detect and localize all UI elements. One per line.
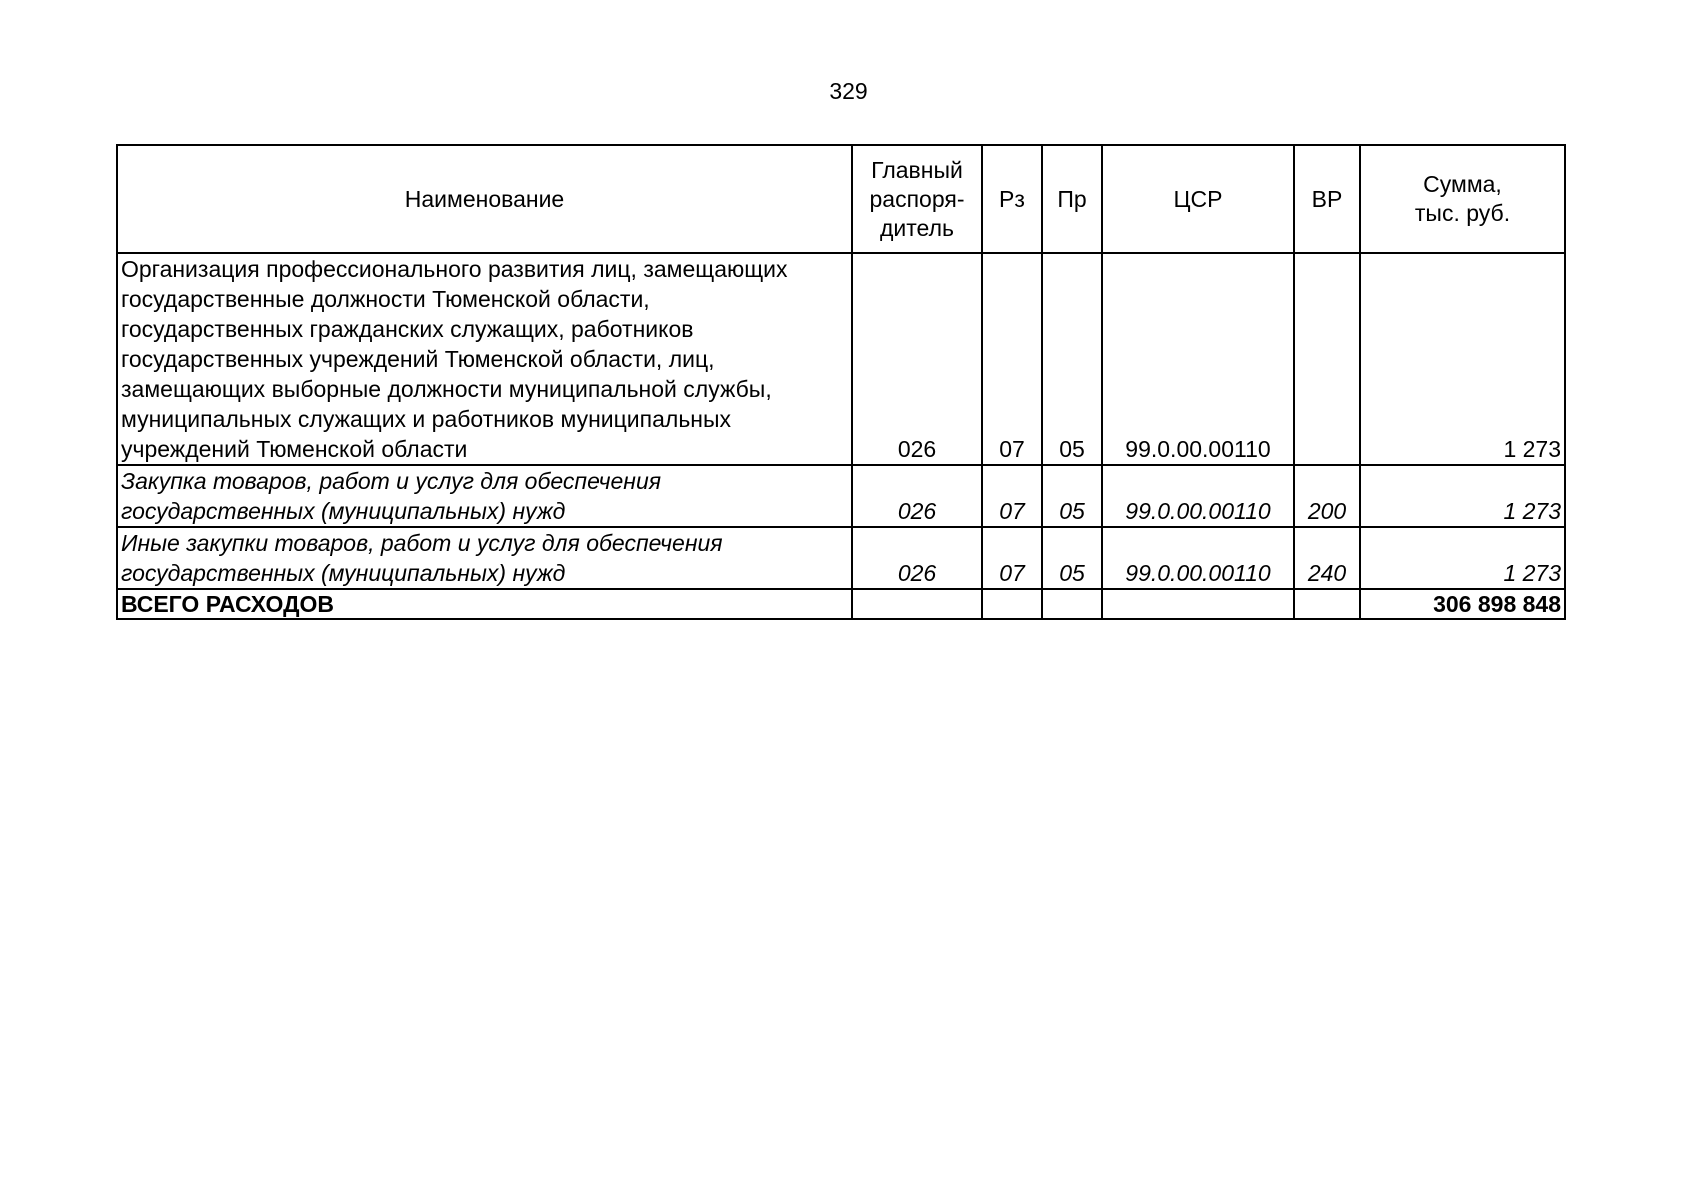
row-pr: 05: [1042, 465, 1102, 527]
row-rz: 07: [982, 253, 1042, 465]
header-main-manager: Главный распоря- дитель: [852, 145, 982, 253]
row-csr: 99.0.00.00110: [1102, 465, 1294, 527]
table-header-row: [117, 145, 1565, 253]
row-pr: 05: [1042, 253, 1102, 465]
row-rz: 07: [982, 465, 1042, 527]
expenditure-table: [116, 144, 1566, 620]
header-name: Наименование: [117, 145, 852, 253]
table-row: [117, 465, 1565, 527]
table-row: [117, 253, 1565, 465]
total-row: [117, 589, 1565, 619]
header-pr: Пр: [1042, 145, 1102, 253]
row-main-manager: 026: [852, 253, 982, 465]
row-main-manager: 026: [852, 527, 982, 589]
row-main-manager: 026: [852, 465, 982, 527]
row-rz: 07: [982, 527, 1042, 589]
row-sum: 1 273: [1360, 527, 1565, 589]
row-name: Организация профессионального развития лиц, замещающих государственные должности Тюменской области, государственных гражданских служащих, работников государственных учреждений Тюменской области, лиц, замещающих выборные должности муниципальной службы, муниципальных служащих и работников муниципальных учреждений Тюменской области: [117, 253, 852, 465]
total-empty-cell: [852, 589, 982, 619]
row-vr: [1294, 253, 1360, 465]
row-name: Закупка товаров, работ и услуг для обеспечения государственных (муниципальных) нужд: [117, 465, 852, 527]
row-csr: 99.0.00.00110: [1102, 253, 1294, 465]
total-empty-cell: [1294, 589, 1360, 619]
total-empty-cell: [982, 589, 1042, 619]
table-row: [117, 527, 1565, 589]
row-csr: 99.0.00.00110: [1102, 527, 1294, 589]
row-vr: 200: [1294, 465, 1360, 527]
total-empty-cell: [1102, 589, 1294, 619]
page-number: 329: [829, 78, 868, 104]
total-sum: 306 898 848: [1360, 589, 1565, 619]
row-vr: 240: [1294, 527, 1360, 589]
total-label: ВСЕГО РАСХОДОВ: [117, 589, 852, 619]
header-vr: ВР: [1294, 145, 1360, 253]
row-pr: 05: [1042, 527, 1102, 589]
row-name: Иные закупки товаров, работ и услуг для обеспечения государственных (муниципальных) нужд: [117, 527, 852, 589]
header-csr: ЦСР: [1102, 145, 1294, 253]
header-rz: Рз: [982, 145, 1042, 253]
total-empty-cell: [1042, 589, 1102, 619]
row-sum: 1 273: [1360, 465, 1565, 527]
header-sum: Сумма, тыс. руб.: [1360, 145, 1565, 253]
row-sum: 1 273: [1360, 253, 1565, 465]
